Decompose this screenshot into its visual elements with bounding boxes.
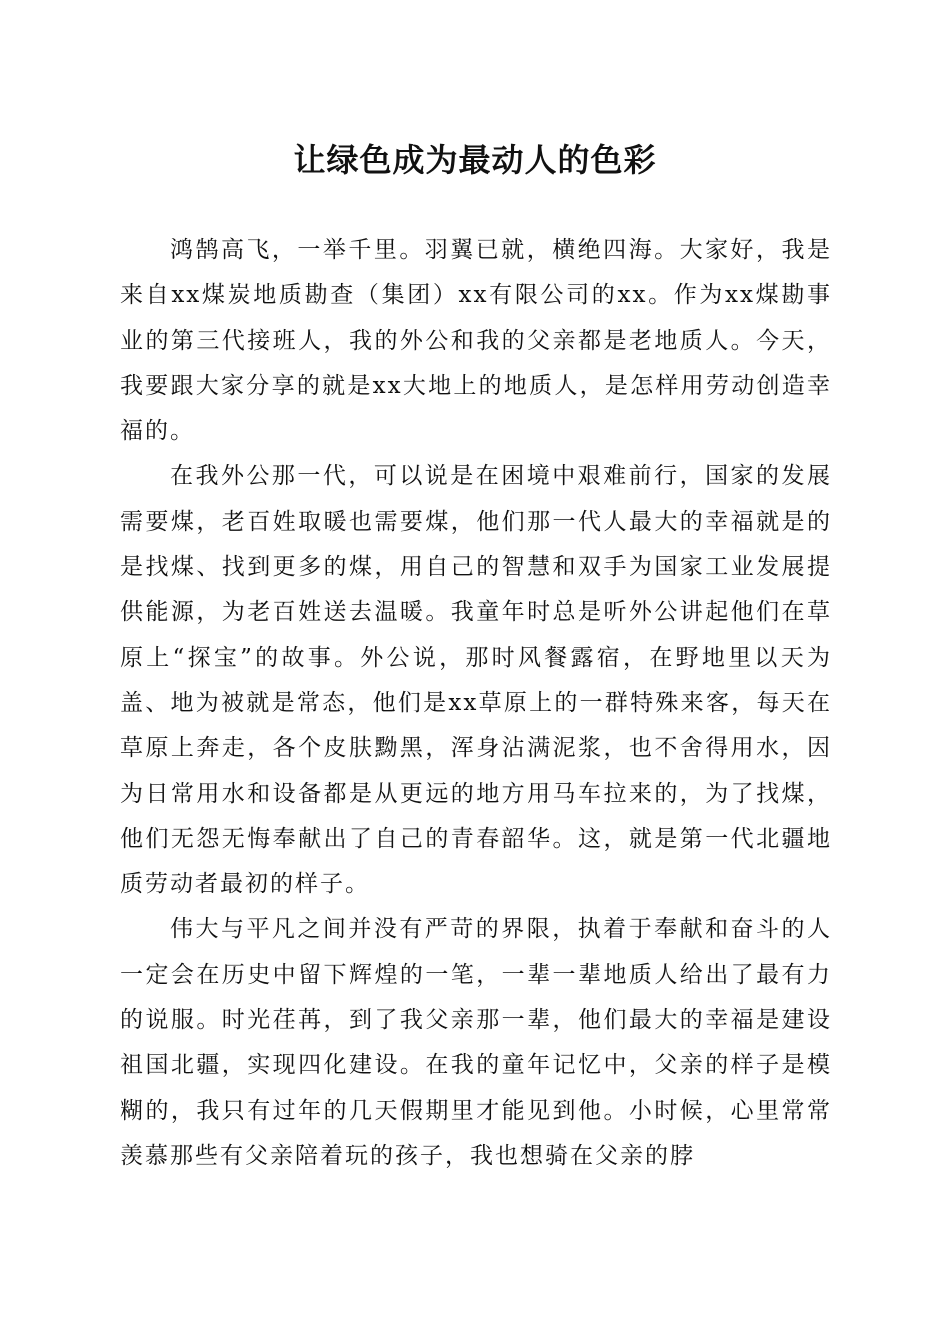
paragraph: 鸿鹄高飞，一举千里。羽翼已就，横绝四海。大家好，我是来自xx煤炭地质勘查（集团）xx有限公司的xx。作为xx煤勘事业的第三代接班人，我的外公和我的父亲都是老地质人。今天，我要跟大家分享的就是xx大地上的地质人，是怎样用劳动创造幸福的。 (120, 237, 832, 445)
paragraph: 伟大与平凡之间并没有严苛的界限，执着于奉献和奋斗的人一定会在历史中留下辉煌的一笔，一辈一辈地质人给出了最有力的说服。时光荏苒，到了我父亲那一辈，他们最大的幸福是建设祖国北疆，实现四化建设。在我的童年记忆中，父亲的样子是模糊的，我只有过年的几天假期里才能见到他。小时候，心里常常羡慕那些有父亲陪着玩的孩子，我也想骑在父亲的脖 (120, 916, 832, 1169)
paragraph: 在我外公那一代，可以说是在困境中艰难前行，国家的发展需要煤，老百姓取暖也需要煤，他们那一代人最大的幸福就是的是找煤、找到更多的煤，用自己的智慧和双手为国家工业发展提供能源，为老百姓送去温暖。我童年时总是听外公讲起他们在草原上“探宝”的故事。外公说，那时风餐露宿，在野地里以天为盖、地为被就是常态，他们是xx草原上的一群特殊来客，每天在草原上奔走，各个皮肤黝黑，浑身沾满泥浆，也不舍得用水，因为日常用水和设备都是从更远的地方用马车拉来的，为了找煤，他们无怨无悔奉献出了自己的青春韶华。这，就是第一代北疆地质劳动者最初的样子。 (120, 463, 832, 898)
document-title: 让绿色成为最动人的色彩 (293, 141, 657, 179)
document-body (120, 228, 832, 1179)
